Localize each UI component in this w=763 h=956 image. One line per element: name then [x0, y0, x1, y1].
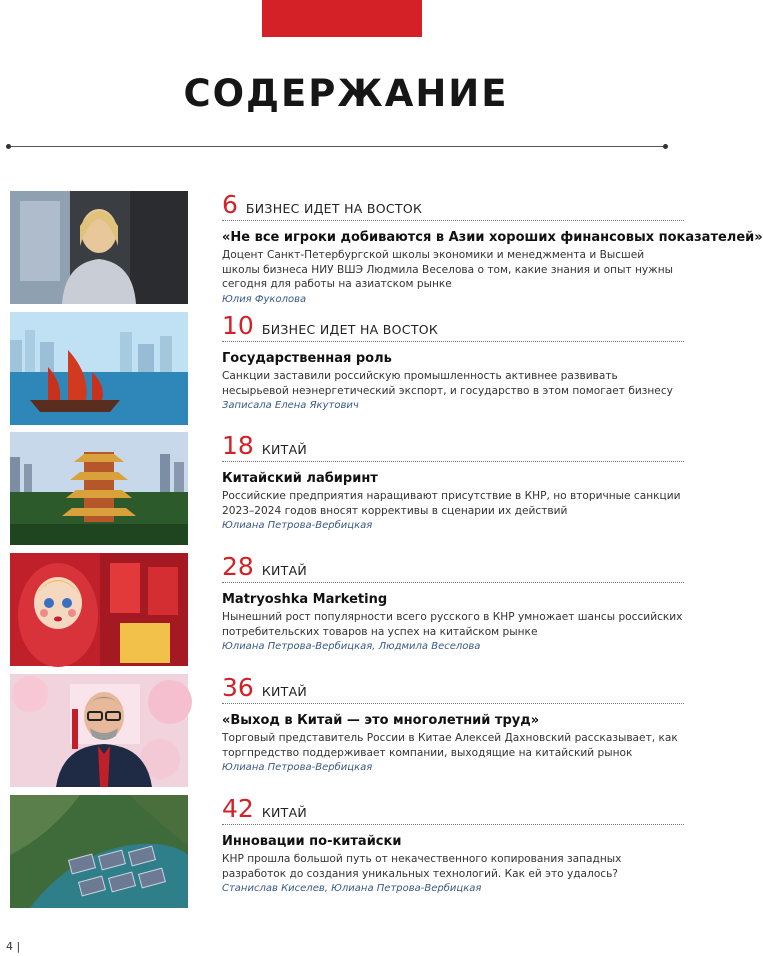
top-accent-bar: [262, 0, 422, 37]
entry-section: КИТАЙ: [261, 805, 308, 820]
entry-page-number: 18: [222, 431, 254, 460]
toc-entry[interactable]: [10, 432, 682, 545]
entry-photo-trade-representative: [10, 674, 188, 787]
page-number: 4 |: [6, 940, 21, 953]
entry-headline[interactable]: Китайский лабиринт: [222, 471, 378, 486]
entry-author: Станислав Киселев, Юлиана Петрова-Вербицкая: [222, 883, 482, 894]
page-title: СОДЕРЖАНИЕ: [183, 72, 509, 115]
toc-entry[interactable]: [10, 553, 682, 666]
entry-text: [222, 795, 684, 894]
entry-author: Юлиана Петрова-Вербицкая, Людмила Веселова: [222, 641, 481, 652]
entry-photo-pagoda: [10, 432, 188, 545]
entry-section: БИЗНЕС ИДЕТ НА ВОСТОК: [261, 322, 439, 337]
entry-header: [222, 191, 684, 221]
entry-headline[interactable]: «Выход в Китай — это многолетний труд»: [222, 713, 540, 728]
entry-headline[interactable]: Инновации по-китайски: [222, 834, 402, 849]
entry-page-number: 10: [222, 311, 254, 340]
entry-header: [222, 795, 684, 825]
entry-text: [222, 312, 684, 411]
entry-page-number: 6: [222, 190, 238, 219]
entry-description: Доцент Санкт-Петербургской школы экономики и менеджмента и Высшей школы бизнеса НИУ ВШЭ Людмила Веселова о том, какие знания и опыт нужны сегодня для работы на азиатском рынке: [222, 249, 674, 290]
entry-text: [222, 553, 684, 652]
entry-page-number: 36: [222, 673, 254, 702]
entry-text: [222, 432, 684, 531]
entry-author: Юлиана Петрова-Вербицкая: [222, 762, 373, 773]
entry-header: [222, 432, 684, 462]
entry-text: [222, 674, 684, 773]
entry-headline[interactable]: Matryoshka Marketing: [222, 592, 388, 607]
entry-header: [222, 312, 684, 342]
entry-photo-junk-boat: [10, 312, 188, 425]
entry-header: [222, 674, 684, 704]
entry-section: КИТАЙ: [261, 563, 308, 578]
entry-description: Торговый представитель России в Китае Алексей Дахновский рассказывает, как торгпредство поддерживает компании, выходящие на китайский рынок: [222, 732, 678, 759]
entry-description: Нынешний рост популярности всего русского в КНР умножает шансы российских потребительских товаров на успех на китайском рынке: [222, 611, 683, 638]
entry-section: БИЗНЕС ИДЕТ НА ВОСТОК: [245, 201, 423, 216]
toc-entry[interactable]: [10, 674, 682, 787]
toc-entry[interactable]: [10, 312, 682, 425]
toc-entry[interactable]: [10, 190, 763, 305]
entry-section: КИТАЙ: [261, 442, 308, 457]
entry-description: Российские предприятия наращивают присутствие в КНР, но вторичные санкции 2023–2024 годов вносят коррективы в сценарии их действий: [222, 490, 681, 517]
entry-description: Санкции заставили российскую промышленность активнее развивать несырьевой неэнергетический экспорт, и государство в этом помогает бизнесу: [222, 370, 673, 397]
entry-header: [222, 553, 684, 583]
toc-entry[interactable]: [10, 795, 682, 908]
entry-photo-solar-panels: [10, 795, 188, 908]
entry-photo-portrait: [10, 191, 188, 304]
entry-text: [222, 190, 763, 305]
entry-author: Юлия Фуколова: [222, 293, 307, 305]
entry-author: Записала Елена Якутович: [222, 400, 359, 411]
entry-photo-matryoshka: [10, 553, 188, 666]
entry-section: КИТАЙ: [261, 684, 308, 699]
entry-author: Юлиана Петрова-Вербицкая: [222, 520, 373, 531]
entry-page-number: 28: [222, 552, 254, 581]
entry-headline[interactable]: «Не все игроки добиваются в Азии хороших финансовых показателей»: [222, 230, 763, 245]
entry-description: КНР прошла большой путь от некачественного копирования западных разработок до создания уникальных технологий. Как ей это удалось?: [222, 853, 622, 880]
entry-page-number: 42: [222, 794, 254, 823]
entry-headline[interactable]: Государственная роль: [222, 351, 392, 366]
title-divider: [8, 146, 666, 147]
